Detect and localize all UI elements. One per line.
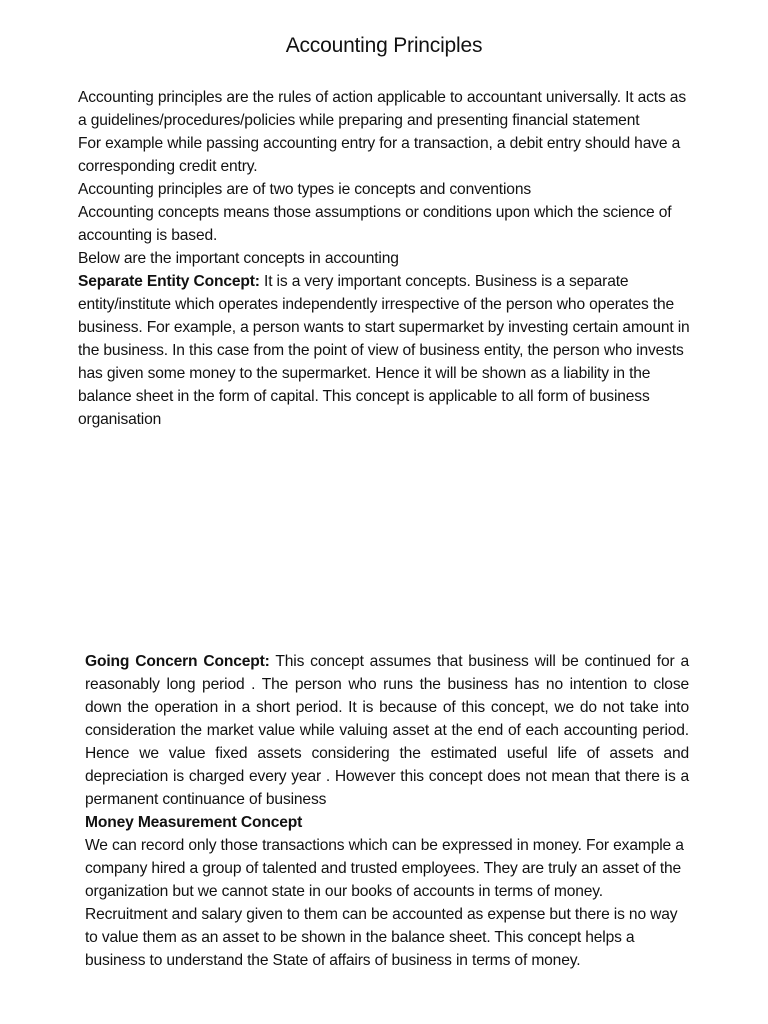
intro-section xyxy=(78,86,698,431)
going-concern-body: This concept assumes that business will be continued for a reasonably long period . The person who runs the business has no intention to close down the operation in a short period. It is because of this concept, we do not take into consideration the market value while valuing asset at the end of each accounting period. Hence we value fixed assets considering the estimated useful life of assets and depreciation is charged every year . However this concept does not mean that there is a permanent continuance of business xyxy=(85,653,689,808)
going-concern-paragraph xyxy=(85,650,689,811)
intro-paragraph: For example while passing accounting entry for a transaction, a debit entry should have a corresponding credit entry. xyxy=(78,135,681,175)
intro-paragraph: Below are the important concepts in accounting xyxy=(78,250,399,267)
money-measurement-body: We can record only those transactions which can be expressed in money. For example a company hired a group of talented and trusted employees. They are truly an asset of the organization but we cannot state in our books of accounts in terms of money. Recruitment and salary given to them can be accounted as expense but there is no way to value them as an asset to be shown in the balance sheet. This concept helps a business to understand the State of affairs of business in terms of money. xyxy=(85,837,684,969)
separate-entity-body: It is a very important concepts. Business is a separate entity/institute which operates independently irrespective of the person who operates the business. For example, a person wants to start supermarket by investing certain amount in the business. In this case from the point of view of business entity, the person who invests has given some money to the supermarket. Hence it will be shown as a liability in the balance sheet in the form of capital. This concept is applicable to all form of business organisation xyxy=(78,273,690,428)
page-title: Accounting Principles xyxy=(285,34,483,57)
money-measurement-heading-text: Money Measurement Concept xyxy=(85,814,303,831)
separate-entity-paragraph xyxy=(78,270,698,431)
intro-paragraph: Accounting principles are of two types ie concepts and conventions xyxy=(78,181,531,198)
second-section xyxy=(85,650,689,972)
going-concern-heading: Going Concern Concept: xyxy=(85,653,270,670)
intro-paragraph: Accounting principles are the rules of action applicable to accountant universally. It acts as a guidelines/procedures/policies while preparing and presenting financial statement xyxy=(78,89,686,129)
intro-paragraph: Accounting concepts means those assumptions or conditions upon which the science of accounting is based. xyxy=(78,204,672,244)
money-measurement-heading xyxy=(85,811,689,834)
separate-entity-heading: Separate Entity Concept: xyxy=(78,273,260,290)
